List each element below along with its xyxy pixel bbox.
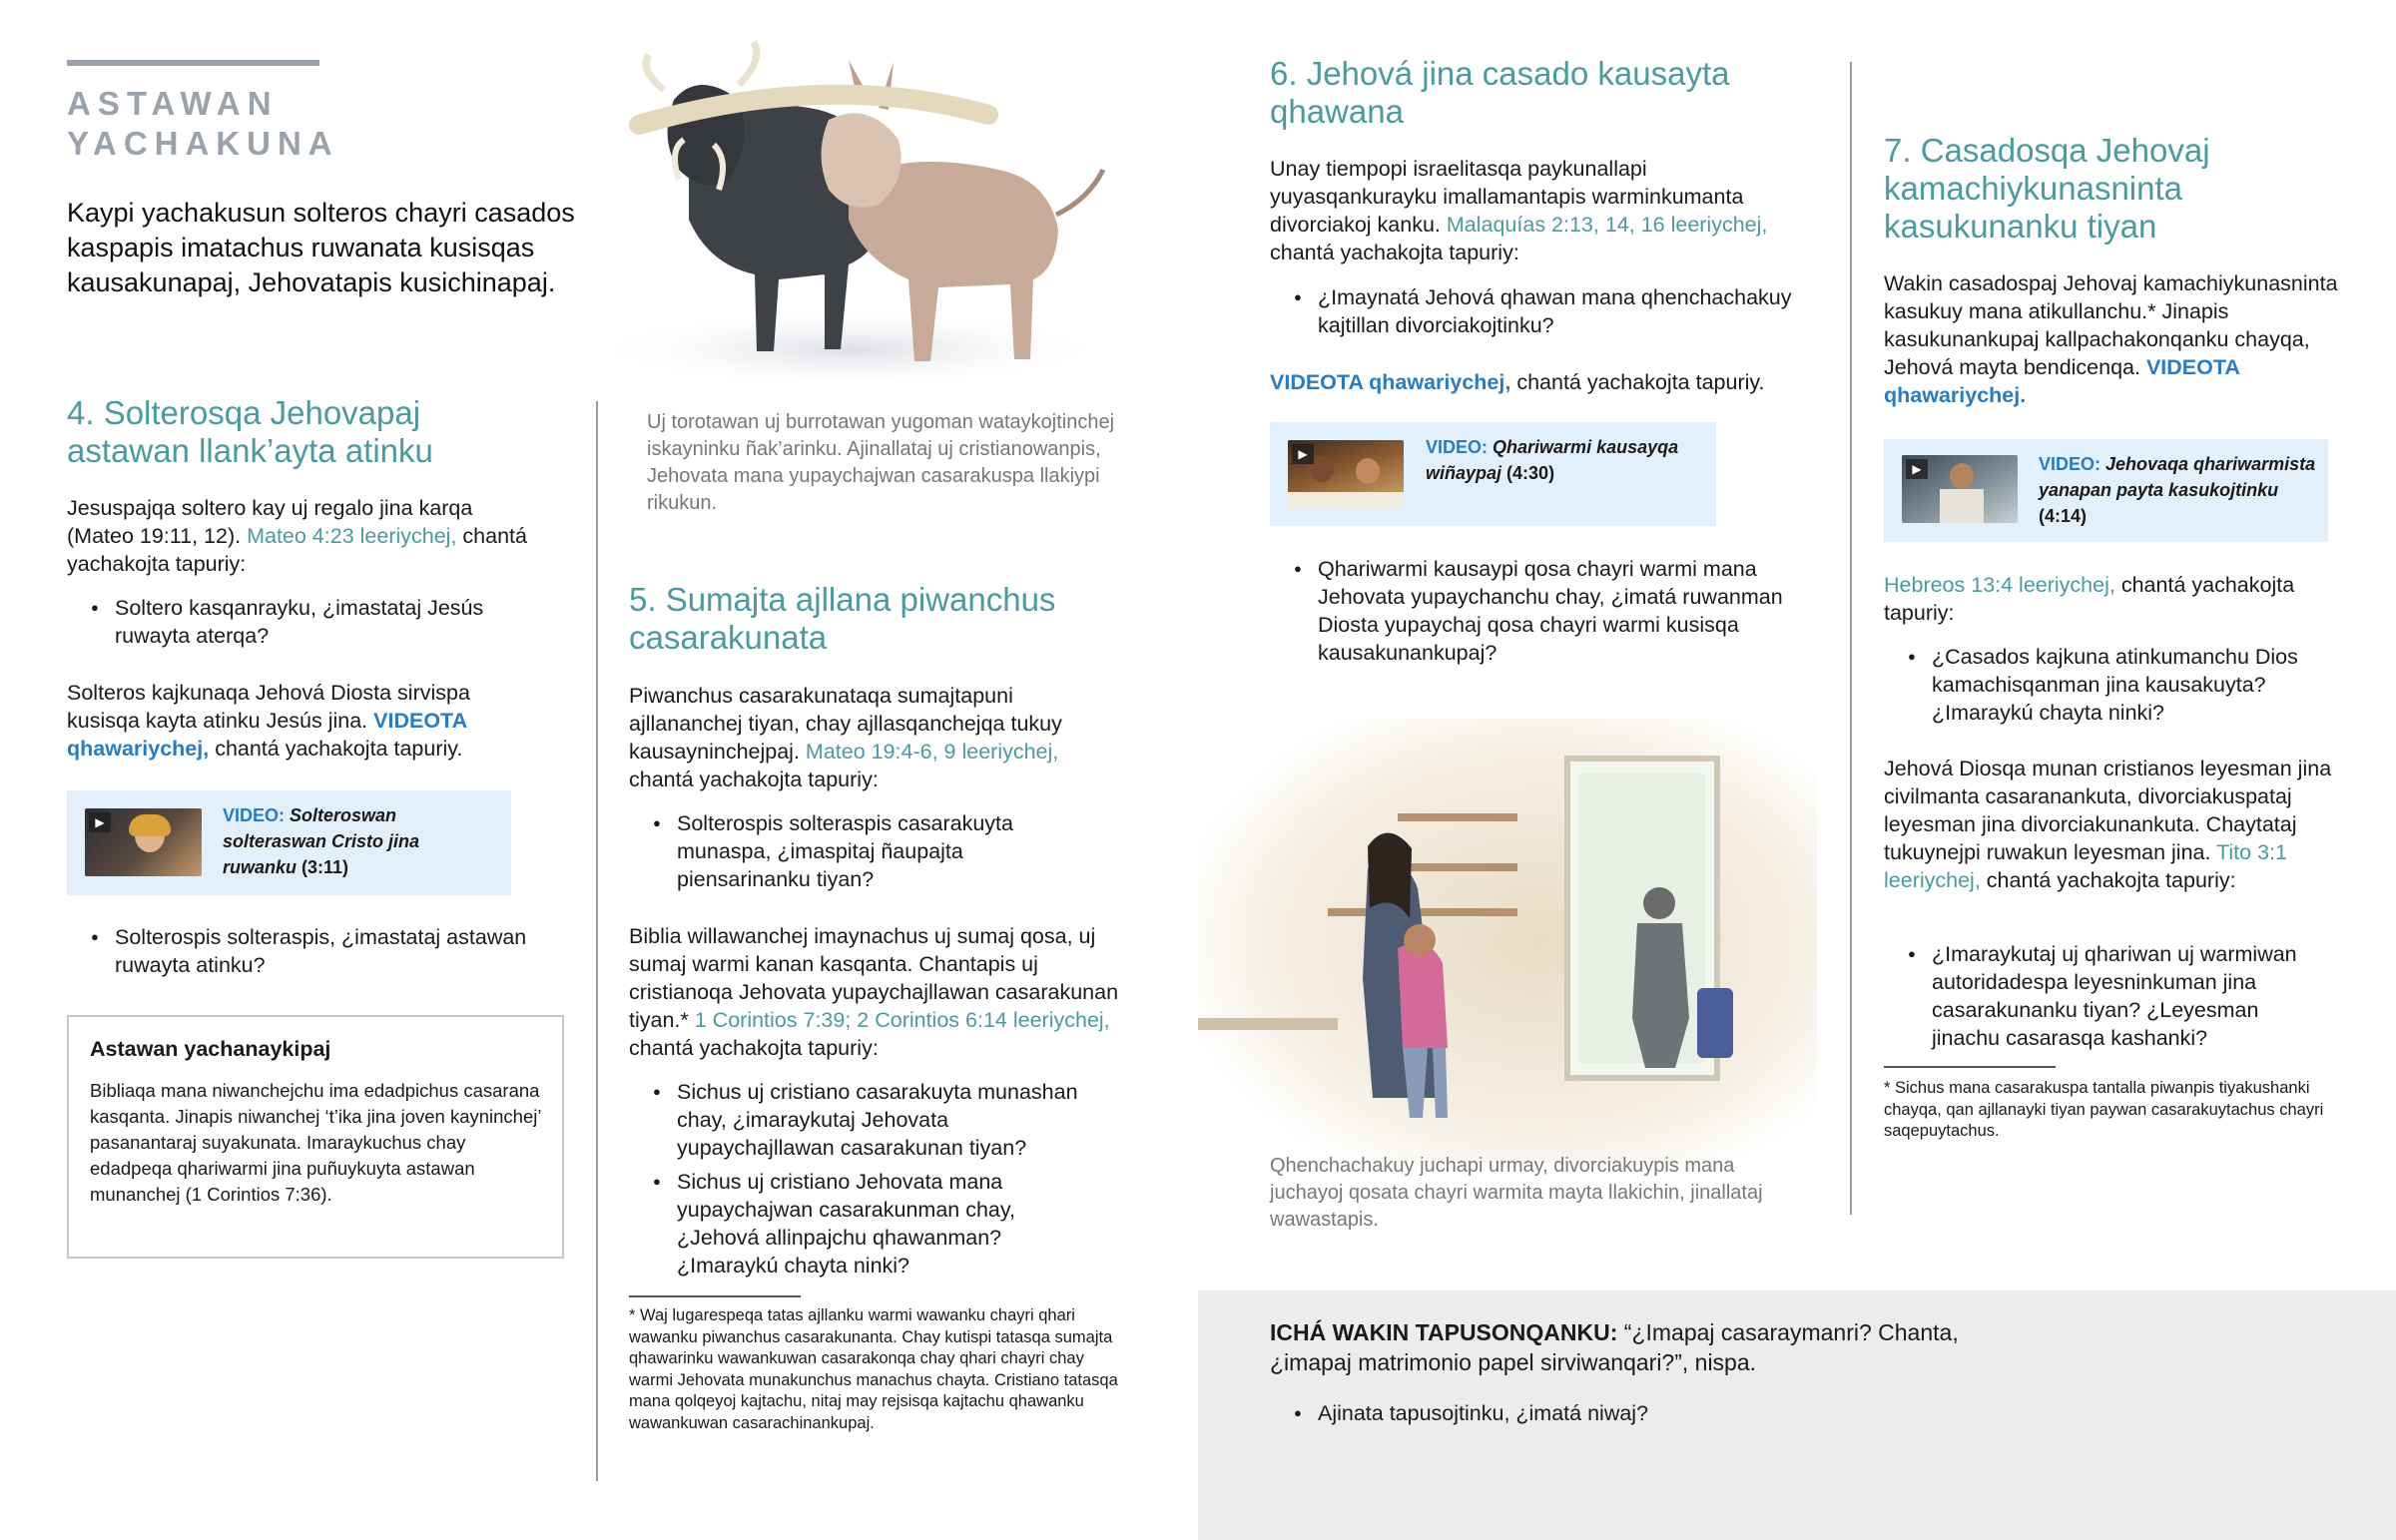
mother-daughter-illustration — [1198, 719, 1817, 1163]
list-item: ● Sichus uj cristiano casarakuyta munashan chay, ¿imaraykutaj Jehovata yupaychajllawan casarakunan tiyan? — [629, 1078, 1098, 1162]
section-7-paragraph-1: Wakin casadospaj Jehovaj kamachiykunasninta kasukuy mana atikullanchu.* Jinapis kasukunankupaj kallpachakonqanku chayqa, Jehová mayta bendicenqa. VIDEOTA qhawariychej. — [1884, 271, 2338, 407]
scripture-link[interactable]: 1 Corintios 7:39; 2 Corintios 6:14 leeriychej, — [694, 1008, 1110, 1032]
sidebar-title: Astawan yachanaykipaj — [90, 1037, 331, 1061]
header-rule — [67, 60, 319, 66]
video-title: VIDEO: Qhariwarmi kausayqa wiñaypaj (4:30) — [1426, 437, 1679, 483]
list-item: ● ¿Imaynatá Jehová qhawan mana qhenchachakuy kajtillan divorciakojtinku? — [1270, 283, 1829, 339]
section-6-bullets-2 — [1270, 555, 1809, 667]
video-thumbnail[interactable] — [1288, 440, 1404, 508]
video-thumbnail[interactable] — [85, 808, 202, 876]
section-5-bullets-2 — [629, 1078, 1098, 1280]
section-4-heading: 4. Solterosqa Jehovapaj astawan llank’ayta atinku — [67, 394, 433, 469]
ox-and-donkey-illustration — [579, 30, 1148, 389]
objection-box — [1198, 1290, 2396, 1540]
list-item: ● Solterospis solteraspis, ¿imastataj astawan ruwayta atinku? — [67, 923, 536, 979]
section-4-bullets-2 — [67, 923, 536, 979]
video-link[interactable]: VIDEOTA qhawariychej, — [1270, 370, 1511, 394]
scripture-link[interactable]: Mateo 19:4-6, 9 leeriychej, — [805, 740, 1059, 764]
video-title: VIDEO: Jehovaqa qhariwarmista yanapan payta kasukojtinku (4:14) — [2039, 454, 2316, 526]
video-card[interactable] — [1270, 422, 1716, 526]
list-item: ● ¿Casados kajkuna atinkumanchu Dios kamachisqanman jina kausakuyta? ¿Imaraykú chayta ninki? — [1884, 643, 2323, 727]
illustration-caption: Qhenchachakuy juchapi urmay, divorciakuypis mana juchayoj qosata chayri warmita mayta llakichin, jinallataj wawastapis. — [1270, 1155, 1763, 1231]
list-item: ● Sichus uj cristiano Jehovata mana yupaychajwan casarakunman chay, ¿Jehová allinpajchu qhawanman? ¿Imaraykú chayta ninki? — [629, 1168, 1098, 1280]
section-7-paragraph-2: Hebreos 13:4 leeriychej, chantá yachakojta tapuriy: — [1884, 573, 2295, 625]
section-4-paragraph-1: Jesuspajqa soltero kay uj regalo jina karqa (Mateo 19:11, 12). Mateo 4:23 leeriychej, chantá yachakojta tapuriy: — [67, 496, 527, 576]
list-item: ● Ajinata tapusojtinku, ¿imatá niwaj? — [1270, 1399, 1969, 1427]
play-icon[interactable]: ▶ — [89, 812, 111, 832]
video-thumbnail[interactable] — [1902, 455, 2018, 523]
section-4-paragraph-2: Solteros kajkunaqa Jehová Diosta sirvispa kusisqa kayta atinku Jesús jina. VIDEOTA qhawariychej, chantá yachakojta tapuriy. — [67, 681, 470, 761]
section-7-heading: 7. Casadosqa Jehovaj kamachiykunasninta kasukunanku tiyan — [1884, 132, 2210, 245]
footnote: * Sichus mana casarakuspa tantalla piwanpis tiyakushanki chayqa, qan ajllanayki tiyan paywan casarakuytachus chayri saqepuytachus. — [1884, 1079, 2324, 1140]
footnote-rule — [1884, 1066, 2056, 1068]
section-5-heading: 5. Sumajta ajllana piwanchus casarakunata — [629, 581, 1056, 656]
illustration-caption: Uj torotawan uj burrotawan yugoman wataykojtinchej iskayninku ñak’arinku. Ajinallataj uj cristianowanpis, Jehovata mana yupaychajwan casarakuspa llakiypi rikukun. — [647, 411, 1115, 514]
scripture-link[interactable]: Tito 3:1 leeriychej, — [1884, 840, 2287, 892]
list-item: ● Solterospis solteraspis casarakuyta munaspa, ¿imaspitaj ñaupajta piensarinanku tiyan? — [629, 809, 1068, 893]
scripture-link[interactable]: Malaquías 2:13, 14, 16 leeriychej, — [1446, 213, 1768, 237]
objection-text: ICHÁ WAKIN TAPUSONQANKU: “¿Imapaj casaraymanri? Chanta, ¿imapaj matrimonio papel sirviwanqari?”, nispa. — [1270, 1319, 1959, 1375]
objection-lead: ICHÁ WAKIN TAPUSONQANKU: — [1270, 1319, 1618, 1345]
section-6-paragraph-2: VIDEOTA qhawariychej, chantá yachakojta tapuriy. — [1270, 370, 1765, 394]
list-item: ● ¿Imaraykutaj uj qhariwan uj warmiwan autoridadespa leyesninkuman jina casarakunanku tiyan? ¿Leyesman jinachu casarasqa kashanki? — [1884, 940, 2323, 1052]
scripture-link[interactable]: Hebreos 13:4 leeriychej, — [1884, 573, 2115, 597]
list-item: ● Qhariwarmi kausaypi qosa chayri warmi mana Jehovata yupaychanchu chay, ¿imatá ruwanman Diosta yupaychaj qosa chayri warmi kusisqa kausakunankupaj? — [1270, 555, 1809, 667]
section-6-bullets-1 — [1270, 283, 1829, 339]
sidebar-text: Bibliaqa mana niwanchejchu ima edadpichus casarana kasqanta. Jinapis niwanchej ‘t’ika jina joven kayninchej’ pasanantaraj suyakunata. Imaraykuchus chay edadpeqa qhariwarmi jina puñuykuyta astawan munanchej (1 Corintios 7:36). — [90, 1080, 541, 1205]
section-5-paragraph-2: Biblia willawanchej imaynachus uj sumaj qosa, uj sumaj warmi kanan kasqanta. Chantapis uj cristianoqa Jehovata yupaychajllawan casarakunan tiyan.* 1 Corintios 7:39; 2 Corintios 6:14 leeriychej, chantá yachakojta tapuriy: — [629, 924, 1119, 1060]
section-4-bullets-1 — [67, 594, 536, 650]
video-card[interactable] — [67, 790, 511, 895]
footnote-rule — [629, 1295, 801, 1297]
section-7-bullets-1 — [1884, 643, 2323, 727]
section-7-paragraph-3: Jehová Diosqa munan cristianos leyesman jina civilmanta casaranankuta, divorciakuspataj leyesman jina divorciakunankuta. Chaytataj tukuynejpi ruwakun leyesman jina. Tito 3:1 leeriychej, chantá yachakojta tapuriy: — [1884, 757, 2332, 892]
video-title: VIDEO: Solteroswan solteraswan Cristo jina ruwanku (3:11) — [223, 805, 420, 877]
section-5-paragraph-1: Piwanchus casarakunataqa sumajtapuni ajllananchej tiyan, chay ajllasqanchejqa tukuy kausayninchejpaj. Mateo 19:4-6, 9 leeriychej, chantá yachakojta tapuriy: — [629, 684, 1062, 791]
video-card[interactable] — [1884, 439, 2328, 542]
section-5-bullets-1 — [629, 809, 1068, 893]
video-link[interactable]: VIDEOTA qhawariychej. — [1884, 355, 2240, 407]
play-icon[interactable]: ▶ — [1292, 444, 1314, 464]
column-divider — [1850, 62, 1852, 1215]
objection-bullets — [1270, 1399, 1969, 1427]
page-title: ASTAWAN YACHAKUNA — [67, 85, 339, 162]
play-icon[interactable]: ▶ — [1906, 459, 1928, 479]
scripture-link[interactable]: Mateo 4:23 leeriychej, — [247, 524, 457, 548]
sidebar-box — [67, 1015, 564, 1259]
intro-text: Kaypi yachakusun solteros chayri casados kaspapis imatachus ruwanata kusisqas kausakunapaj, Jehovatapis kusichinapaj. — [67, 198, 575, 297]
list-item: ● Soltero kasqanrayku, ¿imastataj Jesús ruwayta aterqa? — [67, 594, 536, 650]
video-link[interactable]: VIDEOTA qhawariychej, — [67, 709, 467, 761]
footnote: * Waj lugarespeqa tatas ajllanku warmi wawanku chayri qhari wawanku piwanchus casarakunanta. Chay kutispi tatasqa sumajta qhawarinku wawankuwan casarakonqa chay qhari chayri chay warmi Jehovata munakunchus manachus chayta. Cristiano tatasqa mana qolqeyoj kajtachu, nitaj may rejsisqa kajtachu qhawanku wawankuwan casarachinankupaj. — [629, 1306, 1118, 1432]
column-divider — [596, 401, 598, 1481]
section-6-paragraph-1: Unay tiempopi israelitasqa paykunallapi yuyasqankurayku imallamantapis warminkumanta divorciakoj kanku. Malaquías 2:13, 14, 16 leeriychej, chantá yachakojta tapuriy: — [1270, 157, 1768, 264]
section-7-bullets-2 — [1884, 940, 2323, 1052]
section-6-heading: 6. Jehová jina casado kausayta qhawana — [1270, 55, 1730, 130]
